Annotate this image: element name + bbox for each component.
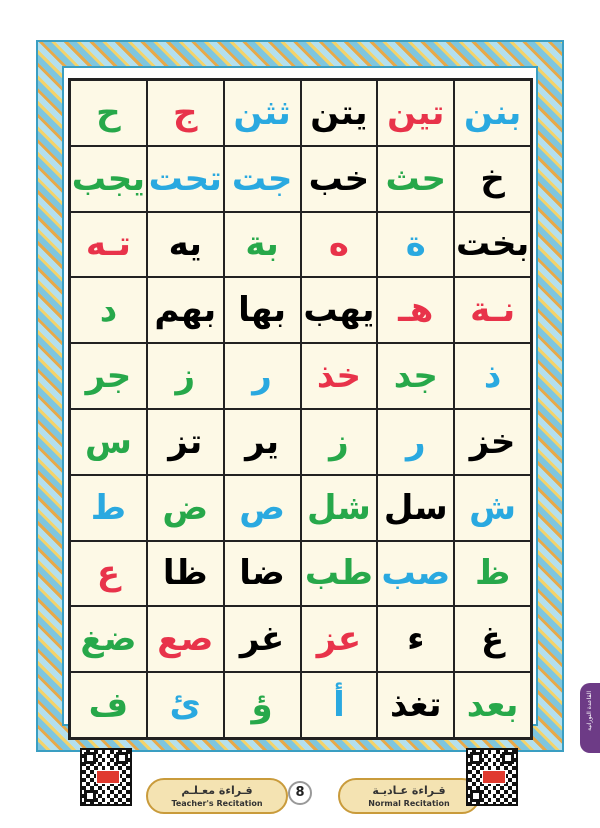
qr-corner <box>470 752 482 764</box>
letter-cell: ر <box>224 343 301 409</box>
letter-cell: بعد <box>454 672 531 738</box>
letter-cell: بهم <box>147 277 224 343</box>
teacher-recitation-label-ar: قـراءة معـلـم <box>181 784 253 797</box>
qr-corner <box>502 752 514 764</box>
letter-cell: نـة <box>454 277 531 343</box>
letter-cell: ضا <box>224 541 301 607</box>
letter-cell: شل <box>301 475 378 541</box>
letter-cell: عز <box>301 606 378 672</box>
letter-cell: صع <box>147 606 224 672</box>
letter-cell: تغذ <box>377 672 454 738</box>
qr-corner <box>470 790 482 802</box>
letter-cell: ه <box>301 212 378 278</box>
letter-cell: د <box>70 277 147 343</box>
letter-cell: بها <box>224 277 301 343</box>
teacher-recitation-label-en: Teacher's Recitation <box>171 799 263 808</box>
letter-cell: خذ <box>301 343 378 409</box>
normal-recitation-button[interactable] <box>338 778 480 814</box>
letter-cell: ر <box>377 409 454 475</box>
letter-cell: ز <box>147 343 224 409</box>
letter-cell: جت <box>224 146 301 212</box>
letter-cell: ء <box>377 606 454 672</box>
side-tab-label: القاعدة النورانية <box>586 691 593 731</box>
qr-logo-badge <box>96 770 120 784</box>
letter-cell: طب <box>301 541 378 607</box>
letter-cell: ط <box>70 475 147 541</box>
letter-cell: يتن <box>301 80 378 146</box>
letter-cell: ز <box>301 409 378 475</box>
letter-cell: ذ <box>454 343 531 409</box>
letter-cell: يه <box>147 212 224 278</box>
letter-cell: جد <box>377 343 454 409</box>
letter-cell: ة <box>377 212 454 278</box>
qr-code-teacher[interactable] <box>80 748 132 806</box>
letter-cell: ثثن <box>224 80 301 146</box>
letter-cell: ظا <box>147 541 224 607</box>
chapter-side-tab[interactable] <box>580 683 600 753</box>
letter-cell: ئ <box>147 672 224 738</box>
page-number: 8 <box>288 781 312 805</box>
teacher-recitation-button[interactable] <box>146 778 288 814</box>
normal-recitation-label-ar: قـراءة عـاديـة <box>372 784 446 797</box>
letter-cell: ص <box>224 475 301 541</box>
letter-cell: س <box>70 409 147 475</box>
qr-corner <box>84 790 96 802</box>
letter-cell: يهب <box>301 277 378 343</box>
letter-cell: ج <box>147 80 224 146</box>
letter-cell: تز <box>147 409 224 475</box>
letter-cell: بنن <box>454 80 531 146</box>
letter-cell: خز <box>454 409 531 475</box>
qr-code-normal[interactable] <box>466 748 518 806</box>
letter-cell: حث <box>377 146 454 212</box>
letter-cell: صب <box>377 541 454 607</box>
letter-cell: تين <box>377 80 454 146</box>
letter-cell: ؤ <box>224 672 301 738</box>
letter-cell: بخت <box>454 212 531 278</box>
letter-cell: ح <box>70 80 147 146</box>
letter-cell: ظ <box>454 541 531 607</box>
letter-cell: غ <box>454 606 531 672</box>
letter-cell: أ <box>301 672 378 738</box>
qr-logo-badge <box>482 770 506 784</box>
qr-corner <box>116 752 128 764</box>
letter-grid <box>68 78 533 740</box>
letter-cell: يجب <box>70 146 147 212</box>
letter-cell: ش <box>454 475 531 541</box>
letter-cell: ض <box>147 475 224 541</box>
letter-cell: ير <box>224 409 301 475</box>
letter-cell: جر <box>70 343 147 409</box>
letter-cell: هـ <box>377 277 454 343</box>
letter-cell: خ <box>454 146 531 212</box>
page-footer <box>0 748 600 828</box>
letter-cell: سل <box>377 475 454 541</box>
letter-cell: خب <box>301 146 378 212</box>
qr-corner <box>84 752 96 764</box>
letter-cell: تحت <box>147 146 224 212</box>
letter-cell: ضغ <box>70 606 147 672</box>
letter-cell: ع <box>70 541 147 607</box>
letter-cell: ف <box>70 672 147 738</box>
letter-cell: بة <box>224 212 301 278</box>
letter-cell: تـه <box>70 212 147 278</box>
normal-recitation-label-en: Normal Recitation <box>368 799 450 808</box>
letter-cell: غر <box>224 606 301 672</box>
